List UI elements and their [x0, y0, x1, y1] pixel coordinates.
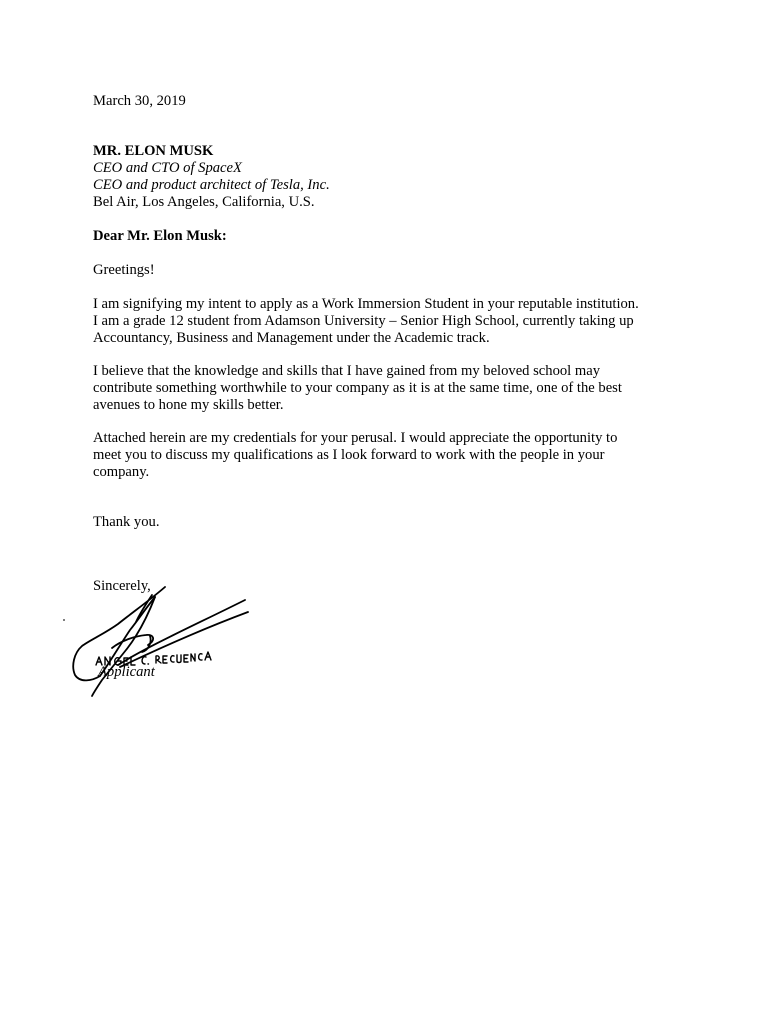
paragraph-1-line-2: I am a grade 12 student from Adamson University – Senior High School, currently taking up: [93, 313, 634, 329]
salutation: Dear Mr. Elon Musk:: [93, 228, 227, 244]
thank-you: Thank you.: [93, 514, 160, 530]
paragraph-2-line-2: contribute something worthwhile to your company as it is at the same time, one of the best: [93, 380, 622, 396]
paragraph-3-line-3: company.: [93, 464, 150, 480]
paragraph-2-line-1: I believe that the knowledge and skills that I have gained from my beloved school may: [93, 363, 600, 379]
letter-date: March 30, 2019: [93, 93, 186, 109]
recipient-name: MR. ELON MUSK: [93, 143, 214, 159]
paragraph-1-line-1: I am signifying my intent to apply as a Work Immersion Student in your reputable institution.: [93, 296, 639, 312]
ink-speck: [63, 619, 65, 621]
paragraph-2-line-3: avenues to hone my skills better.: [93, 397, 284, 413]
greeting: Greetings!: [93, 262, 155, 278]
recipient-title-spacex: CEO and CTO of SpaceX: [93, 160, 242, 176]
recipient-address: Bel Air, Los Angeles, California, U.S.: [93, 194, 315, 210]
recipient-title-tesla: CEO and product architect of Tesla, Inc.: [93, 177, 330, 193]
signer-label: Applicant: [98, 664, 155, 680]
paragraph-3-line-2: meet you to discuss my qualifications as I look forward to work with the people in your: [93, 447, 605, 463]
paragraph-3-line-1: Attached herein are my credentials for your perusal. I would appreciate the opportunity to: [93, 430, 618, 446]
paragraph-1-line-3: Accountancy, Business and Management under the Academic track.: [93, 330, 490, 346]
closing: Sincerely,: [93, 578, 151, 594]
